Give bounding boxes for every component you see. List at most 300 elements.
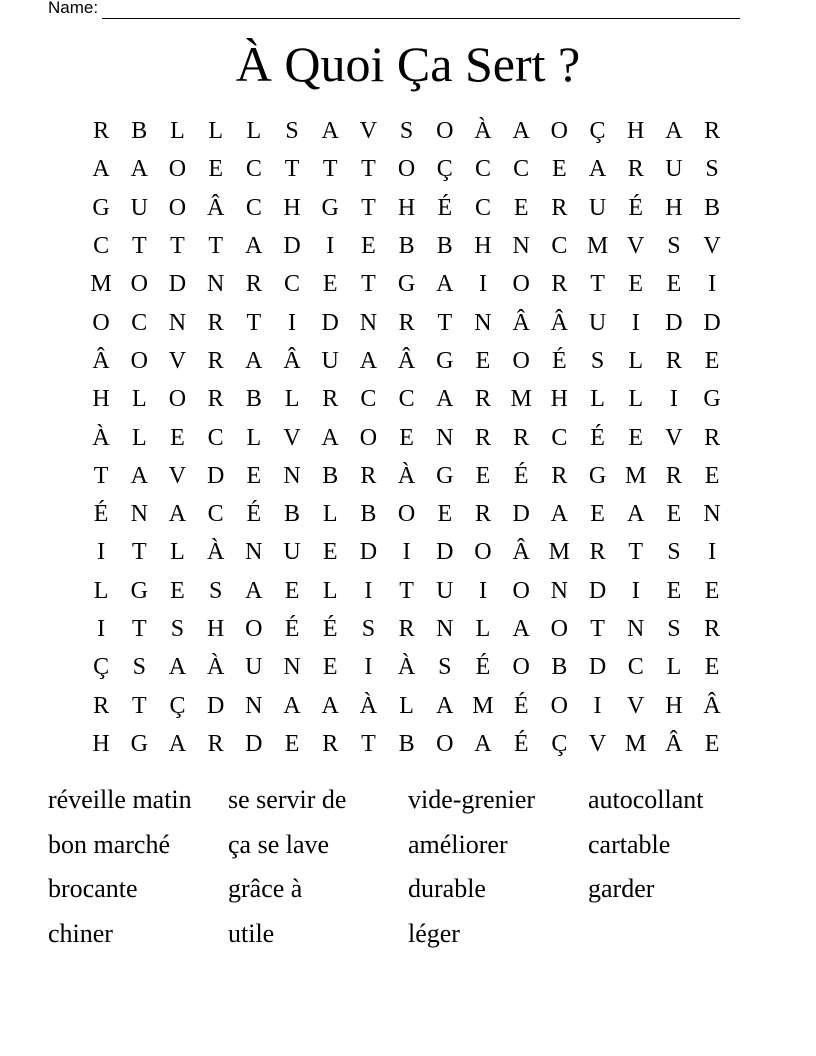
- grid-letter: T: [284, 156, 300, 183]
- grid-letter: Ç: [551, 730, 568, 757]
- grid-letter: S: [438, 654, 452, 681]
- grid-letter: R: [322, 730, 339, 757]
- grid-letter: L: [246, 118, 262, 145]
- grid-letter: R: [207, 347, 224, 374]
- grid-letter: S: [399, 118, 414, 145]
- grid-letter: D: [436, 539, 454, 566]
- grid-letter: E: [361, 233, 376, 260]
- grid-letter: C: [245, 156, 262, 183]
- grid-letter: Ç: [169, 692, 186, 719]
- grid-letter: A: [550, 501, 569, 528]
- word-list-item: autocollant: [588, 785, 704, 814]
- grid-letter: I: [593, 692, 602, 719]
- grid-letter: N: [627, 616, 645, 642]
- grid-letter: S: [285, 118, 299, 145]
- grid-letter: L: [246, 424, 262, 451]
- word-list-item: cartable: [588, 829, 671, 859]
- grid-letter: À: [397, 654, 416, 681]
- grid-letter: E: [399, 424, 414, 451]
- grid-letter: M: [548, 539, 571, 566]
- grid-letter: E: [666, 501, 682, 528]
- grid-letter: N: [703, 501, 721, 528]
- grid-letter: I: [97, 539, 106, 566]
- page-title: À Quoi Ça Sert ?: [235, 36, 581, 92]
- grid-letter: D: [206, 692, 225, 719]
- grid-letter: V: [627, 692, 645, 719]
- grid-letter: H: [92, 730, 110, 757]
- grid-letter: B: [131, 118, 148, 145]
- grid-letter: L: [131, 424, 147, 451]
- grid-letter: Â: [206, 194, 225, 221]
- grid-letter: E: [704, 462, 720, 489]
- grid-letter: T: [170, 233, 185, 260]
- grid-letter: T: [246, 309, 262, 336]
- grid-letter: H: [92, 386, 110, 413]
- grid-letter: À: [206, 654, 225, 681]
- grid-letter: O: [92, 309, 110, 336]
- grid-letter: A: [168, 501, 187, 528]
- grid-letter: D: [168, 271, 187, 298]
- grid-letter: À: [92, 424, 110, 451]
- grid-letter: I: [478, 577, 487, 604]
- word-list-item: léger: [408, 919, 460, 949]
- grid-letter: E: [322, 271, 338, 298]
- grid-letter: B: [704, 194, 721, 221]
- grid-letter: R: [589, 539, 606, 566]
- grid-letter: N: [245, 539, 263, 566]
- grid-letter: I: [708, 539, 717, 566]
- grid-letter: A: [665, 118, 683, 145]
- grid-letter: G: [130, 730, 148, 757]
- grid-letter: A: [168, 654, 187, 681]
- word-list-item: se servir de: [228, 785, 347, 814]
- grid-letter: A: [130, 462, 148, 489]
- grid-letter: G: [703, 386, 721, 413]
- grid-letter: Â: [665, 730, 683, 757]
- grid-letter: C: [245, 194, 262, 221]
- grid-letter: R: [93, 118, 110, 145]
- grid-letter: O: [168, 194, 187, 221]
- grid-letter: A: [321, 424, 339, 451]
- grid-letter: R: [207, 309, 224, 336]
- grid-letter: E: [666, 271, 682, 298]
- grid-letter: U: [665, 156, 683, 183]
- grid-letter: G: [92, 194, 110, 221]
- word-list-item: ça se lave: [228, 829, 330, 859]
- grid-letter: E: [552, 156, 567, 183]
- grid-letter: O: [512, 271, 530, 298]
- grid-letter: I: [364, 654, 373, 681]
- grid-letter: R: [360, 462, 377, 489]
- grid-letter: N: [359, 309, 378, 336]
- grid-letter: A: [588, 156, 607, 183]
- grid-letter: A: [436, 271, 454, 298]
- grid-letter: E: [704, 730, 720, 757]
- grid-letter: A: [283, 692, 301, 719]
- grid-letter: M: [586, 233, 609, 260]
- grid-letter: R: [322, 386, 339, 413]
- grid-letter: T: [131, 233, 147, 260]
- grid-letter: É: [93, 501, 109, 528]
- grid-letter: A: [321, 692, 339, 719]
- grid-letter: R: [474, 501, 491, 528]
- grid-letter: E: [170, 577, 185, 604]
- grid-letter: C: [360, 386, 377, 413]
- grid-letter: O: [436, 730, 454, 757]
- grid-letter: T: [361, 271, 376, 298]
- grid-letter: S: [667, 616, 681, 642]
- grid-letter: C: [474, 156, 491, 183]
- grid-letter: L: [475, 616, 491, 642]
- grid-letter: G: [130, 577, 148, 604]
- grid-letter: R: [398, 616, 415, 642]
- grid-letter: T: [93, 462, 109, 489]
- grid-letter: E: [246, 462, 262, 489]
- grid-letter: R: [704, 424, 721, 451]
- grid-letter: O: [168, 156, 187, 183]
- grid-letter: A: [436, 386, 454, 413]
- grid-letter: B: [284, 501, 301, 528]
- word-list-item: bon marché: [48, 829, 171, 859]
- grid-letter: U: [321, 347, 339, 374]
- grid-letter: L: [93, 577, 109, 604]
- grid-letter: T: [131, 692, 147, 719]
- grid-letter: R: [93, 692, 110, 719]
- grid-letter: Â: [397, 347, 416, 374]
- grid-letter: D: [245, 730, 263, 757]
- grid-letter: N: [130, 501, 148, 528]
- grid-letter: U: [588, 309, 607, 336]
- grid-letter: M: [510, 386, 532, 413]
- grid-letter: I: [708, 271, 717, 298]
- grid-letter: T: [361, 730, 376, 757]
- grid-letter: D: [321, 309, 339, 336]
- grid-letter: C: [551, 424, 568, 451]
- grid-letter: D: [359, 539, 378, 566]
- grid-letter: B: [398, 730, 415, 757]
- grid-letter: I: [478, 271, 487, 298]
- name-field: [48, 0, 740, 19]
- grid-letter: N: [550, 577, 569, 604]
- grid-letter: T: [361, 156, 376, 183]
- grid-letter: T: [208, 233, 223, 260]
- grid-letter: D: [588, 577, 607, 604]
- grid-letter: H: [474, 233, 492, 260]
- grid-letter: M: [90, 271, 112, 298]
- grid-letter: I: [364, 577, 373, 604]
- word-list-item: réveille matin: [48, 785, 192, 814]
- grid-letter: S: [667, 539, 681, 566]
- grid-letter: À: [359, 692, 378, 719]
- grid-letter: E: [170, 424, 185, 451]
- grid-letter: E: [590, 501, 605, 528]
- grid-letter: R: [398, 309, 415, 336]
- grid-letter: S: [208, 577, 223, 604]
- grid-letter: O: [550, 692, 569, 719]
- grid-letter: N: [436, 424, 454, 451]
- grid-letter: É: [322, 616, 338, 642]
- grid-letter: E: [666, 577, 682, 604]
- grid-letter: A: [321, 118, 339, 145]
- grid-letter: T: [361, 194, 376, 221]
- grid-letter: S: [590, 347, 605, 374]
- grid-letter: R: [207, 730, 224, 757]
- grid-letter: H: [206, 616, 225, 642]
- grid-letter: E: [284, 730, 300, 757]
- grid-letter: E: [322, 539, 338, 566]
- grid-letter: À: [474, 118, 492, 145]
- word-list-item: brocante: [48, 874, 138, 904]
- grid-letter: I: [288, 309, 297, 336]
- grid-letter: M: [625, 730, 647, 757]
- grid-letter: E: [704, 654, 720, 681]
- grid-letter: N: [474, 309, 492, 336]
- grid-letter: R: [551, 462, 568, 489]
- grid-letter: R: [551, 194, 568, 221]
- grid-letter: L: [399, 692, 414, 719]
- grid-letter: É: [437, 194, 453, 221]
- grid-letter: R: [551, 271, 568, 298]
- grid-letter: M: [472, 692, 494, 719]
- grid-letter: O: [245, 616, 263, 642]
- grid-letter: É: [513, 730, 529, 757]
- grid-letter: V: [588, 730, 607, 757]
- grid-letter: S: [705, 156, 719, 183]
- grid-letter: N: [245, 692, 263, 719]
- grid-letter: T: [628, 539, 644, 566]
- grid-letter: A: [512, 118, 530, 145]
- grid-letter: O: [359, 424, 378, 451]
- grid-letter: T: [131, 616, 147, 642]
- grid-letter: C: [93, 233, 110, 260]
- grid-letter: A: [474, 730, 492, 757]
- grid-letter: U: [283, 539, 301, 566]
- grid-letter: D: [283, 233, 301, 260]
- grid-letter: O: [397, 156, 416, 183]
- grid-letter: L: [590, 386, 605, 413]
- grid-letter: É: [284, 616, 300, 642]
- grid-letter: C: [284, 271, 301, 298]
- grid-letter: L: [170, 539, 185, 566]
- grid-letter: B: [436, 233, 453, 260]
- grid-letter: É: [246, 501, 262, 528]
- grid-letter: R: [474, 386, 491, 413]
- grid-letter: C: [131, 309, 148, 336]
- grid-letter: G: [436, 347, 454, 374]
- grid-letter: H: [665, 692, 683, 719]
- grid-letter: L: [170, 118, 185, 145]
- grid-letter: O: [130, 271, 148, 298]
- grid-letter: D: [703, 309, 721, 336]
- grid-letter: Ç: [436, 156, 453, 183]
- grid-letter: B: [360, 501, 377, 528]
- grid-letter: U: [588, 194, 607, 221]
- grid-letter: O: [397, 501, 416, 528]
- grid-letter: U: [130, 194, 148, 221]
- word-list: [48, 778, 768, 957]
- grid-letter: O: [130, 347, 148, 374]
- grid-letter: T: [437, 309, 453, 336]
- grid-letter: O: [512, 654, 530, 681]
- grid-letter: Ç: [93, 654, 110, 681]
- grid-letter: D: [206, 462, 225, 489]
- grid-letter: T: [590, 271, 605, 298]
- grid-letter: U: [436, 577, 454, 604]
- grid-letter: B: [398, 233, 415, 260]
- grid-letter: D: [665, 309, 683, 336]
- grid-letter: N: [168, 309, 187, 336]
- grid-letter: E: [437, 501, 453, 528]
- grid-letter: V: [703, 233, 721, 260]
- grid-letter: A: [92, 156, 110, 183]
- grid-letter: L: [284, 386, 300, 413]
- grid-letter: V: [168, 462, 187, 489]
- grid-letter: Â: [512, 309, 530, 336]
- grid-letter: É: [475, 654, 491, 681]
- word-list-item: vide-grenier: [408, 785, 536, 814]
- grid-letter: I: [97, 616, 106, 642]
- grid-letter: O: [168, 386, 187, 413]
- grid-letter: R: [665, 462, 682, 489]
- grid-letter: S: [170, 616, 185, 642]
- grid-letter: C: [513, 156, 530, 183]
- grid-letter: Â: [283, 347, 301, 374]
- grid-letter: R: [627, 156, 644, 183]
- name-blank-line: [102, 3, 740, 19]
- word-list-item: grâce à: [228, 874, 303, 904]
- grid-letter: C: [474, 194, 491, 221]
- word-list-item: améliorer: [408, 829, 508, 859]
- grid-letter: V: [665, 424, 683, 451]
- grid-letter: À: [397, 462, 416, 489]
- grid-letter: C: [627, 654, 644, 681]
- grid-letter: B: [245, 386, 262, 413]
- grid-letter: Â: [703, 692, 721, 719]
- grid-letter: H: [627, 118, 645, 145]
- grid-letter: O: [550, 118, 569, 145]
- grid-letter: B: [322, 462, 339, 489]
- grid-letter: L: [628, 347, 644, 374]
- word-list-item: garder: [588, 874, 655, 904]
- grid-letter: A: [130, 156, 148, 183]
- grid-letter: É: [513, 692, 529, 719]
- grid-letter: O: [436, 118, 454, 145]
- word-search-grid: [82, 112, 731, 763]
- grid-letter: N: [283, 462, 301, 489]
- grid-letter: É: [513, 462, 529, 489]
- grid-letter: C: [551, 233, 568, 260]
- grid-letter: H: [397, 194, 416, 221]
- grid-letter: L: [322, 501, 338, 528]
- grid-letter: A: [627, 501, 645, 528]
- grid-letter: H: [550, 386, 569, 413]
- grid-letter: A: [245, 347, 263, 374]
- grid-letter: R: [665, 347, 682, 374]
- grid-letter: Ç: [589, 118, 606, 145]
- grid-letter: E: [475, 347, 491, 374]
- grid-letter: A: [245, 233, 263, 260]
- grid-letter: O: [512, 577, 530, 604]
- grid-letter: R: [474, 424, 491, 451]
- grid-letter: G: [321, 194, 339, 221]
- grid-letter: E: [704, 577, 720, 604]
- grid-letter: E: [284, 577, 300, 604]
- grid-letter: I: [402, 539, 411, 566]
- grid-letter: À: [206, 539, 225, 566]
- grid-letter: E: [475, 462, 491, 489]
- grid-letter: N: [512, 233, 530, 260]
- grid-letter: T: [322, 156, 338, 183]
- grid-letter: E: [628, 424, 644, 451]
- grid-letter: L: [131, 386, 147, 413]
- grid-letter: H: [665, 194, 683, 221]
- grid-letter: N: [206, 271, 225, 298]
- grid-letter: C: [398, 386, 415, 413]
- grid-letter: L: [628, 386, 644, 413]
- grid-letter: E: [513, 194, 529, 221]
- grid-letter: A: [168, 730, 187, 757]
- grid-letter: I: [669, 386, 678, 413]
- grid-letter: N: [436, 616, 454, 642]
- grid-letter: O: [512, 347, 530, 374]
- grid-letter: L: [666, 654, 682, 681]
- grid-letter: A: [245, 577, 263, 604]
- grid-letter: G: [588, 462, 607, 489]
- grid-letter: L: [322, 577, 338, 604]
- grid-letter: V: [168, 347, 187, 374]
- grid-letter: G: [436, 462, 454, 489]
- grid-letter: S: [132, 654, 146, 681]
- grid-letter: G: [397, 271, 416, 298]
- grid-letter: H: [283, 194, 301, 221]
- grid-letter: T: [399, 577, 414, 604]
- word-list-item: durable: [408, 874, 486, 904]
- grid-letter: Â: [512, 539, 530, 566]
- grid-letter: S: [667, 233, 681, 260]
- grid-letter: É: [552, 347, 567, 374]
- grid-letter: S: [361, 616, 376, 642]
- grid-letter: R: [704, 616, 721, 642]
- word-list-item: chiner: [48, 919, 113, 949]
- grid-letter: M: [625, 462, 647, 489]
- grid-letter: N: [283, 654, 301, 681]
- name-label: Name:: [48, 0, 99, 17]
- grid-letter: L: [208, 118, 223, 145]
- grid-letter: V: [359, 118, 378, 145]
- grid-letter: E: [704, 347, 720, 374]
- grid-letter: D: [512, 501, 530, 528]
- grid-letter: C: [207, 501, 224, 528]
- grid-letter: R: [704, 118, 721, 145]
- grid-letter: A: [512, 616, 530, 642]
- grid-letter: O: [474, 539, 492, 566]
- grid-letter: R: [207, 386, 224, 413]
- grid-letter: E: [322, 654, 338, 681]
- grid-letter: Â: [92, 347, 110, 374]
- grid-letter: A: [436, 692, 454, 719]
- grid-letter: E: [208, 156, 223, 183]
- grid-letter: I: [631, 577, 640, 604]
- grid-letter: R: [513, 424, 530, 451]
- grid-letter: Â: [550, 309, 569, 336]
- grid-letter: C: [207, 424, 224, 451]
- grid-letter: T: [590, 616, 605, 642]
- grid-letter: U: [245, 654, 263, 681]
- grid-letter: D: [588, 654, 607, 681]
- grid-letter: É: [590, 424, 605, 451]
- grid-letter: I: [631, 309, 640, 336]
- grid-letter: E: [628, 271, 644, 298]
